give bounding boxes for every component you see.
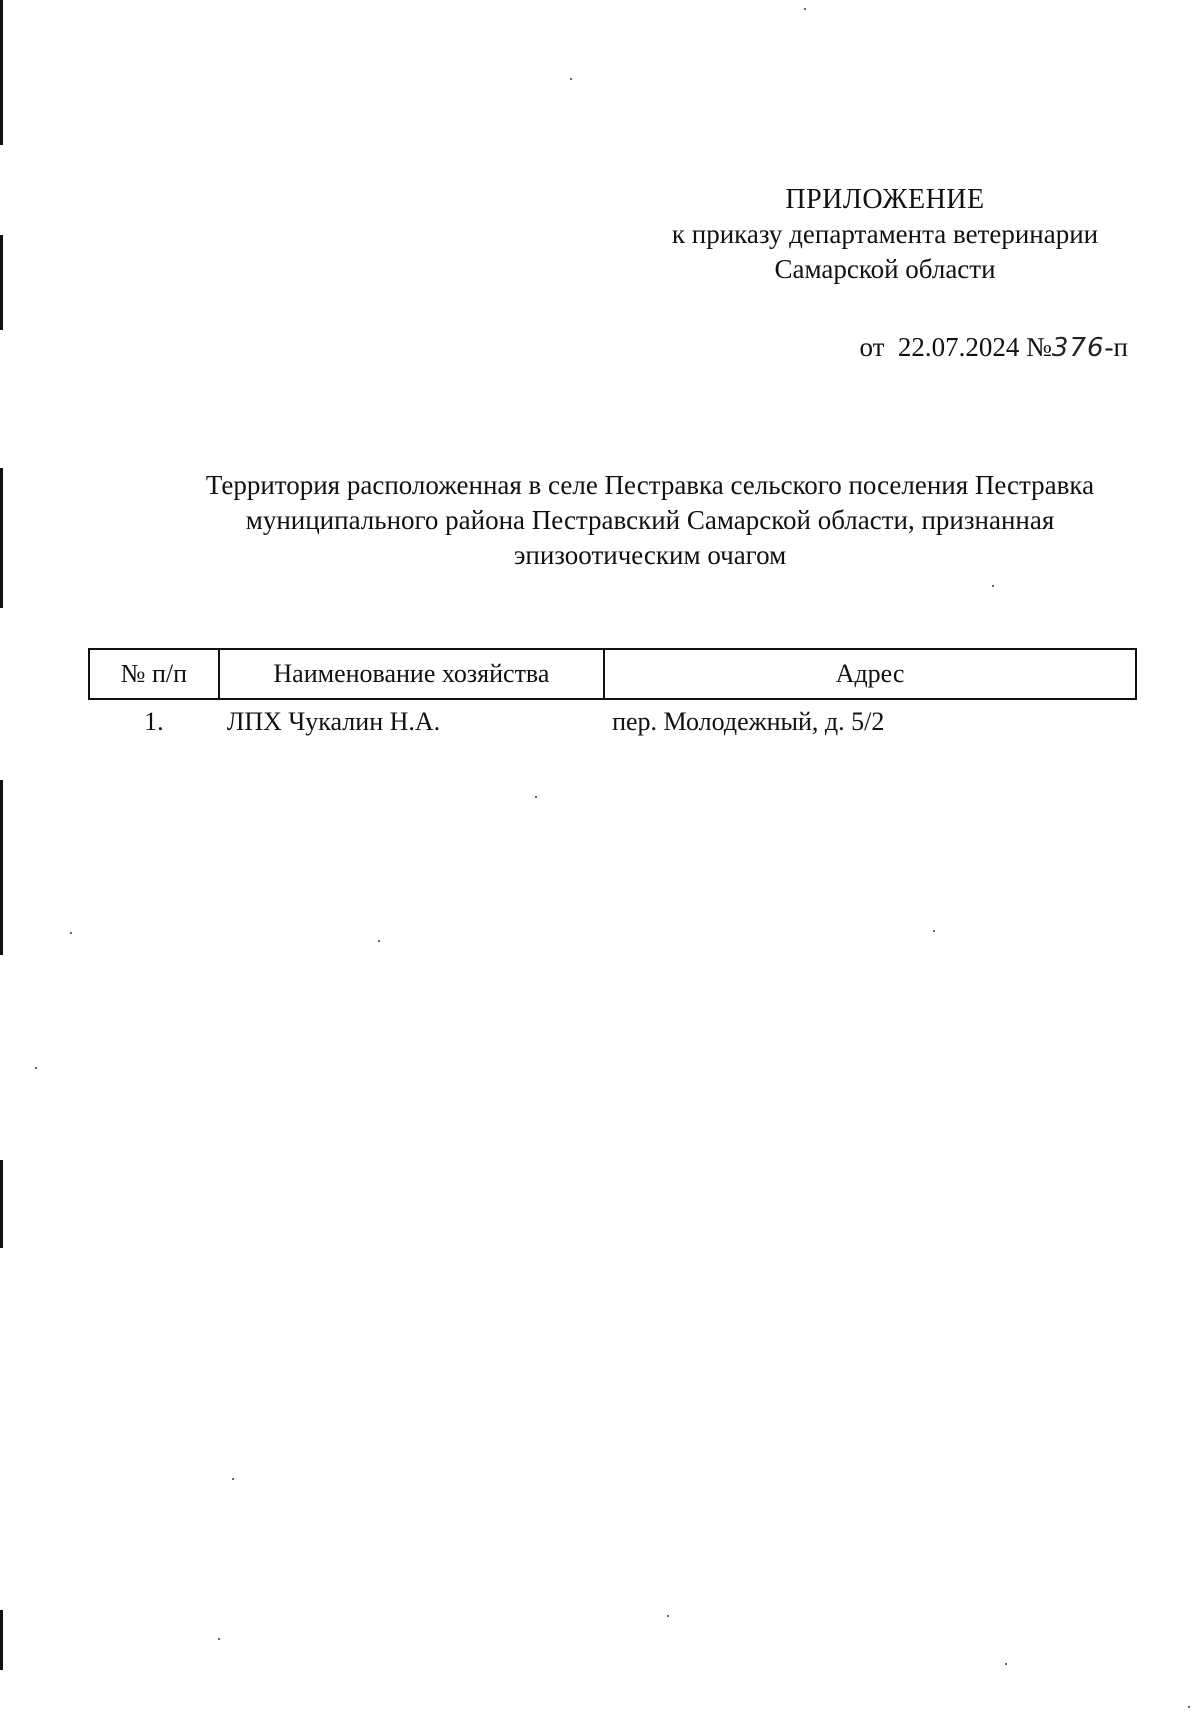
scan-speck (535, 796, 537, 798)
order-date: 22.07.2024 (897, 332, 1020, 362)
appendix-title: ПРИЛОЖЕНИЕ (785, 184, 985, 215)
appendix-line-1: к приказу департамента ветеринарии (671, 219, 1099, 249)
scan-edge-mark (0, 235, 3, 330)
scan-speck (70, 932, 72, 934)
territory-line-3: эпизоотическим очагом (513, 540, 787, 570)
order-number-handwritten: 376 (1051, 333, 1105, 363)
row-farm-name: ЛПХ Чукалин Н.А. (226, 707, 441, 736)
appendix-line-2: Самарской области (774, 254, 996, 284)
scan-edge-mark (0, 468, 3, 608)
table-row (89, 699, 1136, 744)
territory-line-1: Территория расположенная в селе Пестравка сельского поселения Пестравка (205, 470, 1095, 500)
appendix-header (640, 182, 1130, 287)
scan-speck (378, 940, 380, 942)
scan-edge-mark (0, 780, 3, 955)
row-number: 1. (144, 707, 164, 736)
scan-edge-mark (0, 1610, 3, 1670)
row-address: пер. Молодежный, д. 5/2 (612, 707, 885, 736)
territory-heading (160, 468, 1140, 573)
header-address: Адрес (604, 649, 1136, 699)
order-prefix: от (859, 332, 885, 362)
order-reference (859, 330, 1128, 365)
header-number: № п/п (89, 649, 219, 699)
territory-line-2: муниципального района Пестравский Самарской области, признанная (245, 505, 1055, 535)
scan-speck (1005, 1663, 1007, 1665)
scan-speck (667, 1615, 669, 1617)
scan-speck (218, 1638, 220, 1640)
scan-edge-mark (0, 1160, 3, 1248)
scan-edge-mark (0, 0, 3, 145)
scan-speck (804, 8, 806, 10)
order-suffix: -п (1104, 332, 1128, 362)
table-header-row (89, 649, 1136, 699)
scan-speck (35, 1067, 37, 1069)
scan-speck (1188, 1706, 1190, 1708)
scan-speck (570, 78, 572, 80)
scan-speck (933, 930, 935, 932)
scan-speck (992, 585, 994, 587)
farm-table (88, 648, 1137, 744)
scan-speck (232, 1478, 234, 1480)
order-number-sign: № (1026, 332, 1052, 362)
header-farm-name: Наименование хозяйства (219, 649, 604, 699)
